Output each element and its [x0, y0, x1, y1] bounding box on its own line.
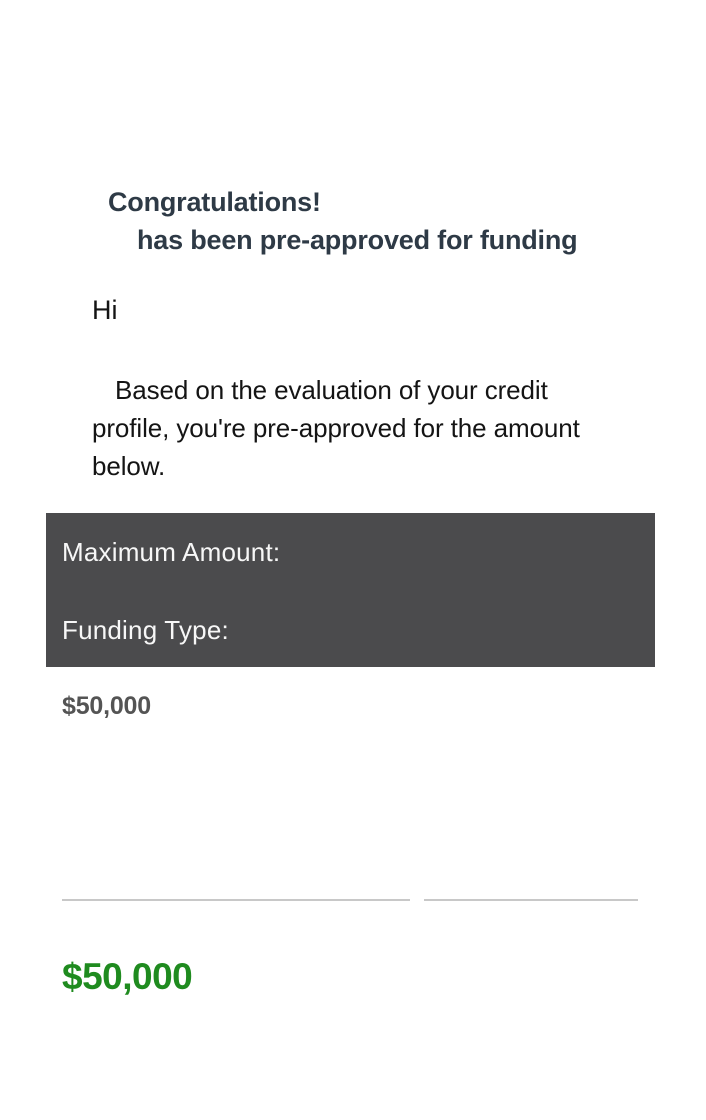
body-line-1: Based on the evaluation of your credit: [115, 375, 548, 405]
body-paragraph: [92, 371, 612, 485]
greeting-text: Hi: [92, 295, 118, 325]
funding-summary-box: [46, 513, 655, 667]
approved-amount-value: $50,000: [62, 956, 193, 997]
maximum-amount-label: Maximum Amount:: [62, 537, 281, 567]
body-line-3: below.: [92, 451, 166, 481]
preapproved-subheading: has been pre-approved for funding: [137, 225, 578, 255]
body-line-2: profile, you're pre-approved for the amount: [92, 413, 580, 443]
funding-type-label: Funding Type:: [62, 615, 229, 645]
congratulations-heading: Congratulations!: [108, 187, 321, 217]
divider-left-segment: [62, 899, 410, 901]
maximum-amount-value: $50,000: [62, 692, 151, 720]
divider-right-segment: [424, 899, 638, 901]
